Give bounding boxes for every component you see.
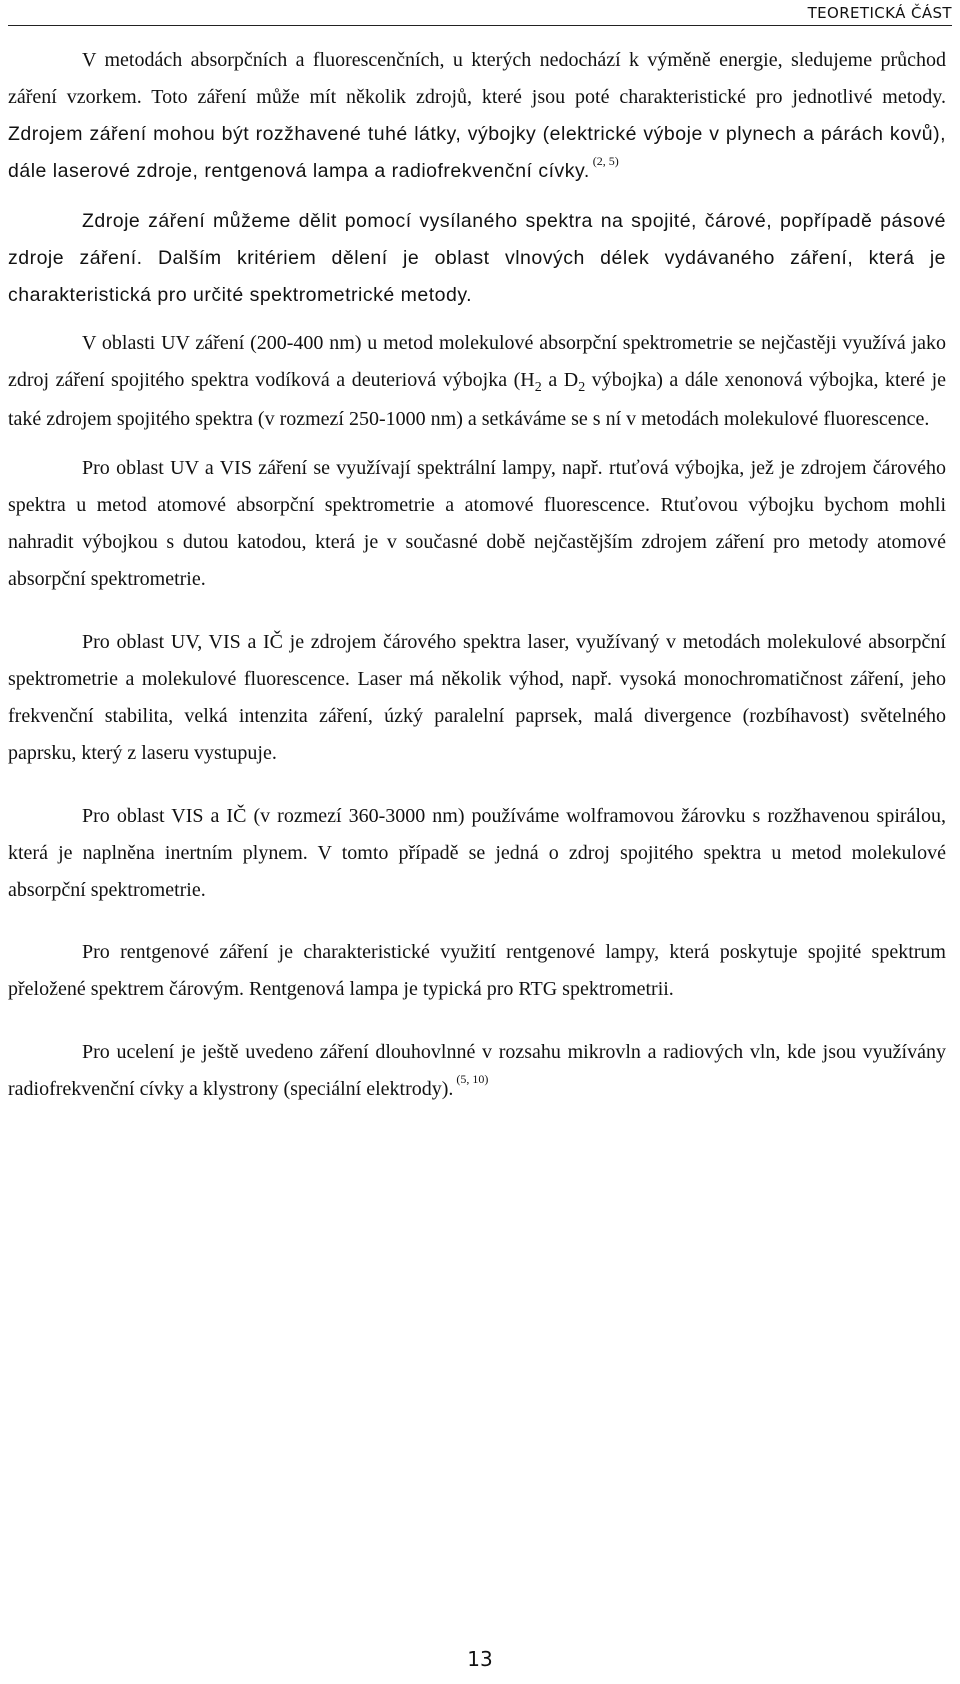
paragraph-6-text: Pro oblast VIS a IČ (v rozmezí 360-3000 nm) používáme wolframovou žárovku s rozžhavenou spirálou, která je naplněna inertním plynem. V tomto případě se jedná o zdroj spojitého spektra u metod molekulové absorpční spektrometrie. bbox=[8, 805, 946, 901]
header-rule bbox=[8, 25, 952, 26]
section-header: TEORETICKÁ ČÁST bbox=[807, 4, 952, 22]
paragraph-6 bbox=[8, 798, 946, 909]
paragraph-3-part-b: a D bbox=[541, 369, 579, 391]
paragraph-3 bbox=[8, 325, 946, 438]
paragraph-2-part-a: Zdroje záření můžeme dělit pomocí vysílaného spektra na spojité, čárové, popřípadě pásové zdroje záření. bbox=[8, 210, 946, 269]
paragraph-8-text: Pro ucelení je ještě uvedeno záření dlouhovlnné v rozsahu mikrovln a radiových vln, kde jsou využívány radiofrekvenční cívky a klystrony (speciální elektrody). bbox=[8, 1041, 946, 1100]
paragraph-4-text: Pro oblast UV a VIS záření se využívají spektrální lampy, např. rtuťová výbojka, jež je zdrojem čárového spektra u metod atomové absorpční spektrometrie a atomové fluorescence. Rtuťovou výbojku bychom mohli nahradit výbojkou s dutou katodou, která je v současné době nejčastějším zdrojem záření pro metody atomové absorpční spektrometrie. bbox=[8, 457, 946, 590]
paragraph-2-part-b: Dalším kritériem dělení je oblast vlnových délek vydávaného záření, která je charakteristická pro určité spektrometrické metody. bbox=[8, 247, 946, 306]
body-text bbox=[8, 42, 946, 1110]
paragraph-5-text: Pro oblast UV, VIS a IČ je zdrojem čárového spektra laser, využívaný v metodách molekulové absorpční spektrometrie a molekulové fluorescence. Laser má několik výhod, např. vysoká monochromatičnost záření, jeho frekvenční stabilita, velká intenzita záření, úzký paralelní paprsek, malá divergence (rozbíhavost) světelného paprsku, který z laseru vystupuje. bbox=[8, 631, 946, 764]
paragraph-7-text: Pro rentgenové záření je charakteristické využití rentgenové lampy, která poskytuje spojité spektrum přeložené spektrem čárovým. Rentgenová lampa je typická pro RTG spektrometrii. bbox=[8, 941, 946, 1000]
paragraph-3-part-a: V oblasti UV záření (200-400 nm) u metod molekulové absorpční spektrometrie se nejčastěji využívá jako zdroj záření spojitého spektra vodíková a deuteriová výbojka (H bbox=[8, 332, 946, 391]
paragraph-4 bbox=[8, 450, 946, 598]
paragraph-2 bbox=[8, 203, 946, 314]
paragraph-7 bbox=[8, 934, 946, 1008]
paragraph-5 bbox=[8, 624, 946, 772]
paragraph-1-part-b: Zdrojem záření mohou být rozžhavené tuhé látky, výbojky (elektrické výboje v plynech a párách kovů), dále laserové zdroje, rentgenová lampa a radiofrekvenční cívky. bbox=[8, 123, 946, 182]
paragraph-1-part-a: V metodách absorpčních a fluorescenčních, u kterých nedochází k výměně energie, sledujeme průchod záření vzorkem. Toto záření může mít několik zdrojů, které jsou poté charakteristické pro jednotlivé metody. bbox=[8, 49, 946, 108]
citation-1: (2, 5) bbox=[592, 154, 619, 168]
subscript-h2: 2 bbox=[534, 380, 542, 395]
subscript-d2: 2 bbox=[578, 380, 586, 395]
paragraph-8 bbox=[8, 1034, 946, 1110]
paragraph-3-part-c: výbojka) a dále xenonová výbojka, které je také zdrojem spojitého spektra (v rozmezí 250-1000 nm) a setkáváme se s ní v metodách molekulové fluorescence. bbox=[8, 369, 947, 430]
citation-2: (5, 10) bbox=[456, 1072, 489, 1086]
paragraph-1 bbox=[8, 42, 946, 192]
page-number: 13 bbox=[467, 1647, 493, 1671]
